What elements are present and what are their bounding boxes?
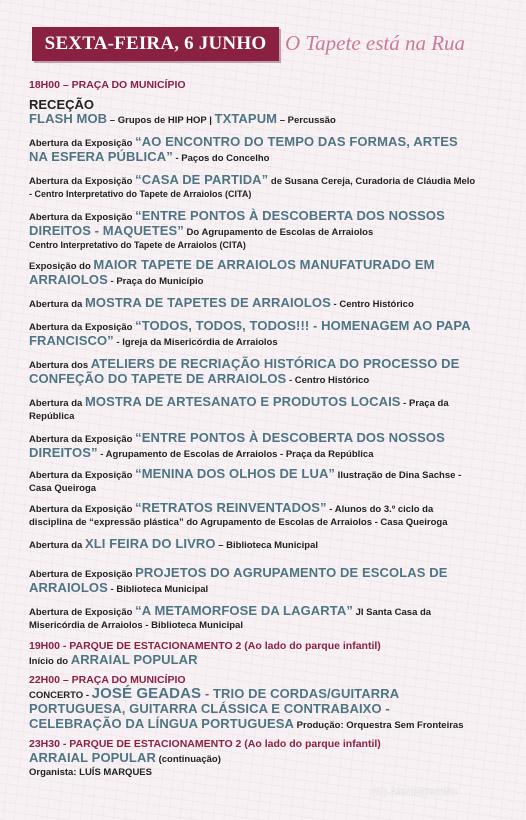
entry-title: ARRAIAL POPULAR [29, 750, 156, 765]
entry-prefix: Abertura da Exposição [29, 212, 136, 223]
entry-place: - Praça do Município [107, 276, 204, 287]
time-heading-22h: 22H00 – PRAÇA DO MUNICÍPIO [29, 674, 186, 686]
program-entry [29, 258, 479, 288]
entry-title: ATELIERS DE RECRIAÇÃO HISTÓRICA DO PROCESSO DE CONFEÇÃO DO TAPETE DE ARRAIOLOS [29, 356, 460, 386]
time-heading-19h: 19H00 - PARQUE DE ESTACIONAMENTO 2 (Ao lado do parque infantil) [29, 640, 381, 652]
flash-mob-line [29, 112, 479, 127]
entry-author: Do Agrupamento de Escolas de Arraiolos [183, 227, 374, 238]
entry-title: “ENTRE PONTOS À DESCOBERTA DOS NOSSOS DIREITOS - MAQUETES” [29, 208, 445, 238]
entry-title: “AO ENCONTRO DO TEMPO DAS FORMAS, ARTES NA ESFERA PÚBLICA” [29, 134, 458, 164]
entry-place: – Biblioteca Municipal [215, 540, 318, 551]
entry-title: “MENINA DOS OLHOS DE LUA” [135, 466, 336, 481]
concert-production: Produção: Orquestra Sem Fronteiras [294, 720, 464, 731]
entry-title: XLI FEIRA DO LIVRO [84, 536, 216, 551]
program-entry [29, 395, 479, 423]
entry-prefix: Abertura de Exposição [29, 569, 136, 580]
entry-place: - Paços do Concelho [172, 153, 270, 164]
entry-place: - Casa Queiroga [371, 517, 448, 528]
entry-place: - Praça da República [277, 449, 374, 460]
flash-mob-title: FLASH MOB [29, 111, 108, 126]
entry-place: - Centro Histórico [330, 299, 414, 310]
entry-author: - Agrupamento de Escolas de Arraiolos [97, 449, 278, 460]
entry-author: Ilustração de Dina Sachse [335, 470, 456, 481]
rececao-line: RECEÇÃO [29, 97, 95, 112]
entry-place: - Biblioteca Municipal [142, 620, 243, 631]
date-banner: SEXTA-FEIRA, 6 JUNHO [32, 27, 279, 61]
organist-line: Organista: LUÍS MARQUES [29, 767, 152, 778]
entry-place: Centro Interpretativo do Tapete de Arraiolos (CITA) [29, 240, 246, 250]
entry-prefix: Abertura da Exposição [29, 470, 136, 481]
program-entry [29, 209, 479, 252]
entry-title: “RETRATOS REINVENTADOS” [135, 500, 327, 515]
entry-prefix: Exposição do [29, 261, 94, 272]
entry-prefix: Abertura de Exposição [29, 607, 136, 618]
program-entry [29, 135, 479, 165]
program-entry [29, 566, 479, 596]
entry-title: “CASA DE PARTIDA” [135, 172, 269, 187]
program-entry [29, 537, 479, 552]
entry-prefix: Abertura da [29, 398, 85, 409]
arraial-start-line [29, 653, 479, 668]
arraial-continue-line [29, 751, 479, 766]
txtapum-detail: – Percussão [277, 115, 336, 126]
program-entry [29, 501, 479, 529]
concert-description: - TRIO DE CORDAS/GUITARRA PORTUGUESA, GUITARRA CLÁSSICA E CONTRABAIXO - CELEBRAÇÃO DA LÍNGUA PORTUGUESA [29, 686, 399, 731]
time-heading-23h30: 23H30 - PARQUE DE ESTACIONAMENTO 2 (Ao lado do parque infantil) [29, 738, 381, 750]
time-heading-18h: 18H00 – PRAÇA DO MUNICÍPIO [29, 79, 186, 91]
entry-title: PROJETOS DO AGRUPAMENTO DE ESCOLAS DE ARRAIOLOS [29, 565, 448, 595]
entry-prefix: Abertura da Exposição [29, 138, 136, 149]
entry-place: - Casa Queiroga [29, 470, 462, 494]
entry-prefix: Abertura da [29, 540, 85, 551]
entry-place: - Biblioteca Municipal [107, 584, 209, 595]
entry-author: JI Santa Casa da Misericórdia de Arraiolos [29, 607, 432, 631]
flash-mob-detail: – Grupos de HIP HOP | [107, 115, 215, 126]
program-entry [29, 431, 479, 461]
entry-note: (continuação) [155, 754, 221, 765]
program-entry [29, 319, 479, 349]
entry-prefix: Abertura da Exposição [29, 504, 136, 515]
program-list [29, 79, 479, 779]
entry-title: “A METAMORFOSE DA LAGARTA” [135, 603, 353, 618]
program-entry [29, 357, 479, 387]
entry-author: - Alunos do 3.º ciclo da disciplina de “expressão plástica” do Agrupamento de Escolas de Arraiolos [29, 504, 434, 528]
entry-title: “TODOS, TODOS, TODOS!!! - HOMENAGEM AO PAPA FRANCISCO” [29, 318, 471, 348]
entry-prefix: Abertura dos [29, 360, 91, 371]
watermark: (C) Alentejoemfm [372, 786, 457, 798]
entry-author: de Susana Cereja, Curadoria de Cláudia Melo [268, 176, 476, 187]
entry-title: ARRAIAL POPULAR [70, 652, 198, 667]
entry-title: MAIOR TAPETE DE ARRAIOLOS MANUFATURADO EM ARRAIOLOS [29, 257, 435, 287]
program-entry [29, 173, 479, 201]
entry-prefix: Abertura da Exposição [29, 434, 136, 445]
entry-prefix: Abertura da [29, 299, 85, 310]
entry-prefix: Início do [29, 656, 71, 667]
entry-title: MOSTRA DE ARTESANATO E PRODUTOS LOCAIS [84, 394, 401, 409]
entry-prefix: Abertura da Exposição [29, 176, 136, 187]
entry-title: “ENTRE PONTOS À DESCOBERTA DOS NOSSOS DIREITOS” [29, 430, 445, 460]
entry-prefix: Abertura da Exposição [29, 322, 136, 333]
entry-prefix: CONCERTO - [29, 690, 92, 701]
concert-artist: JOSÉ GEADAS [91, 685, 202, 702]
program-entry [29, 604, 479, 632]
concert-entry [29, 687, 479, 732]
program-entry [29, 296, 479, 311]
program-entry [29, 467, 479, 495]
entry-title: MOSTRA DE TAPETES DE ARRAIOLOS [84, 295, 331, 310]
entry-place: - Centro Histórico [286, 375, 370, 386]
entry-place: - Centro Interpretativo do Tapete de Arraiolos (CITA) [29, 189, 252, 199]
txtapum-title: TXTAPUM [214, 111, 278, 126]
entry-place: - Praça da República [29, 398, 449, 422]
event-tagline: O Tapete está na Rua [285, 31, 466, 55]
entry-place: - Igreja da Misericórdia de Arraiolos [113, 337, 278, 348]
